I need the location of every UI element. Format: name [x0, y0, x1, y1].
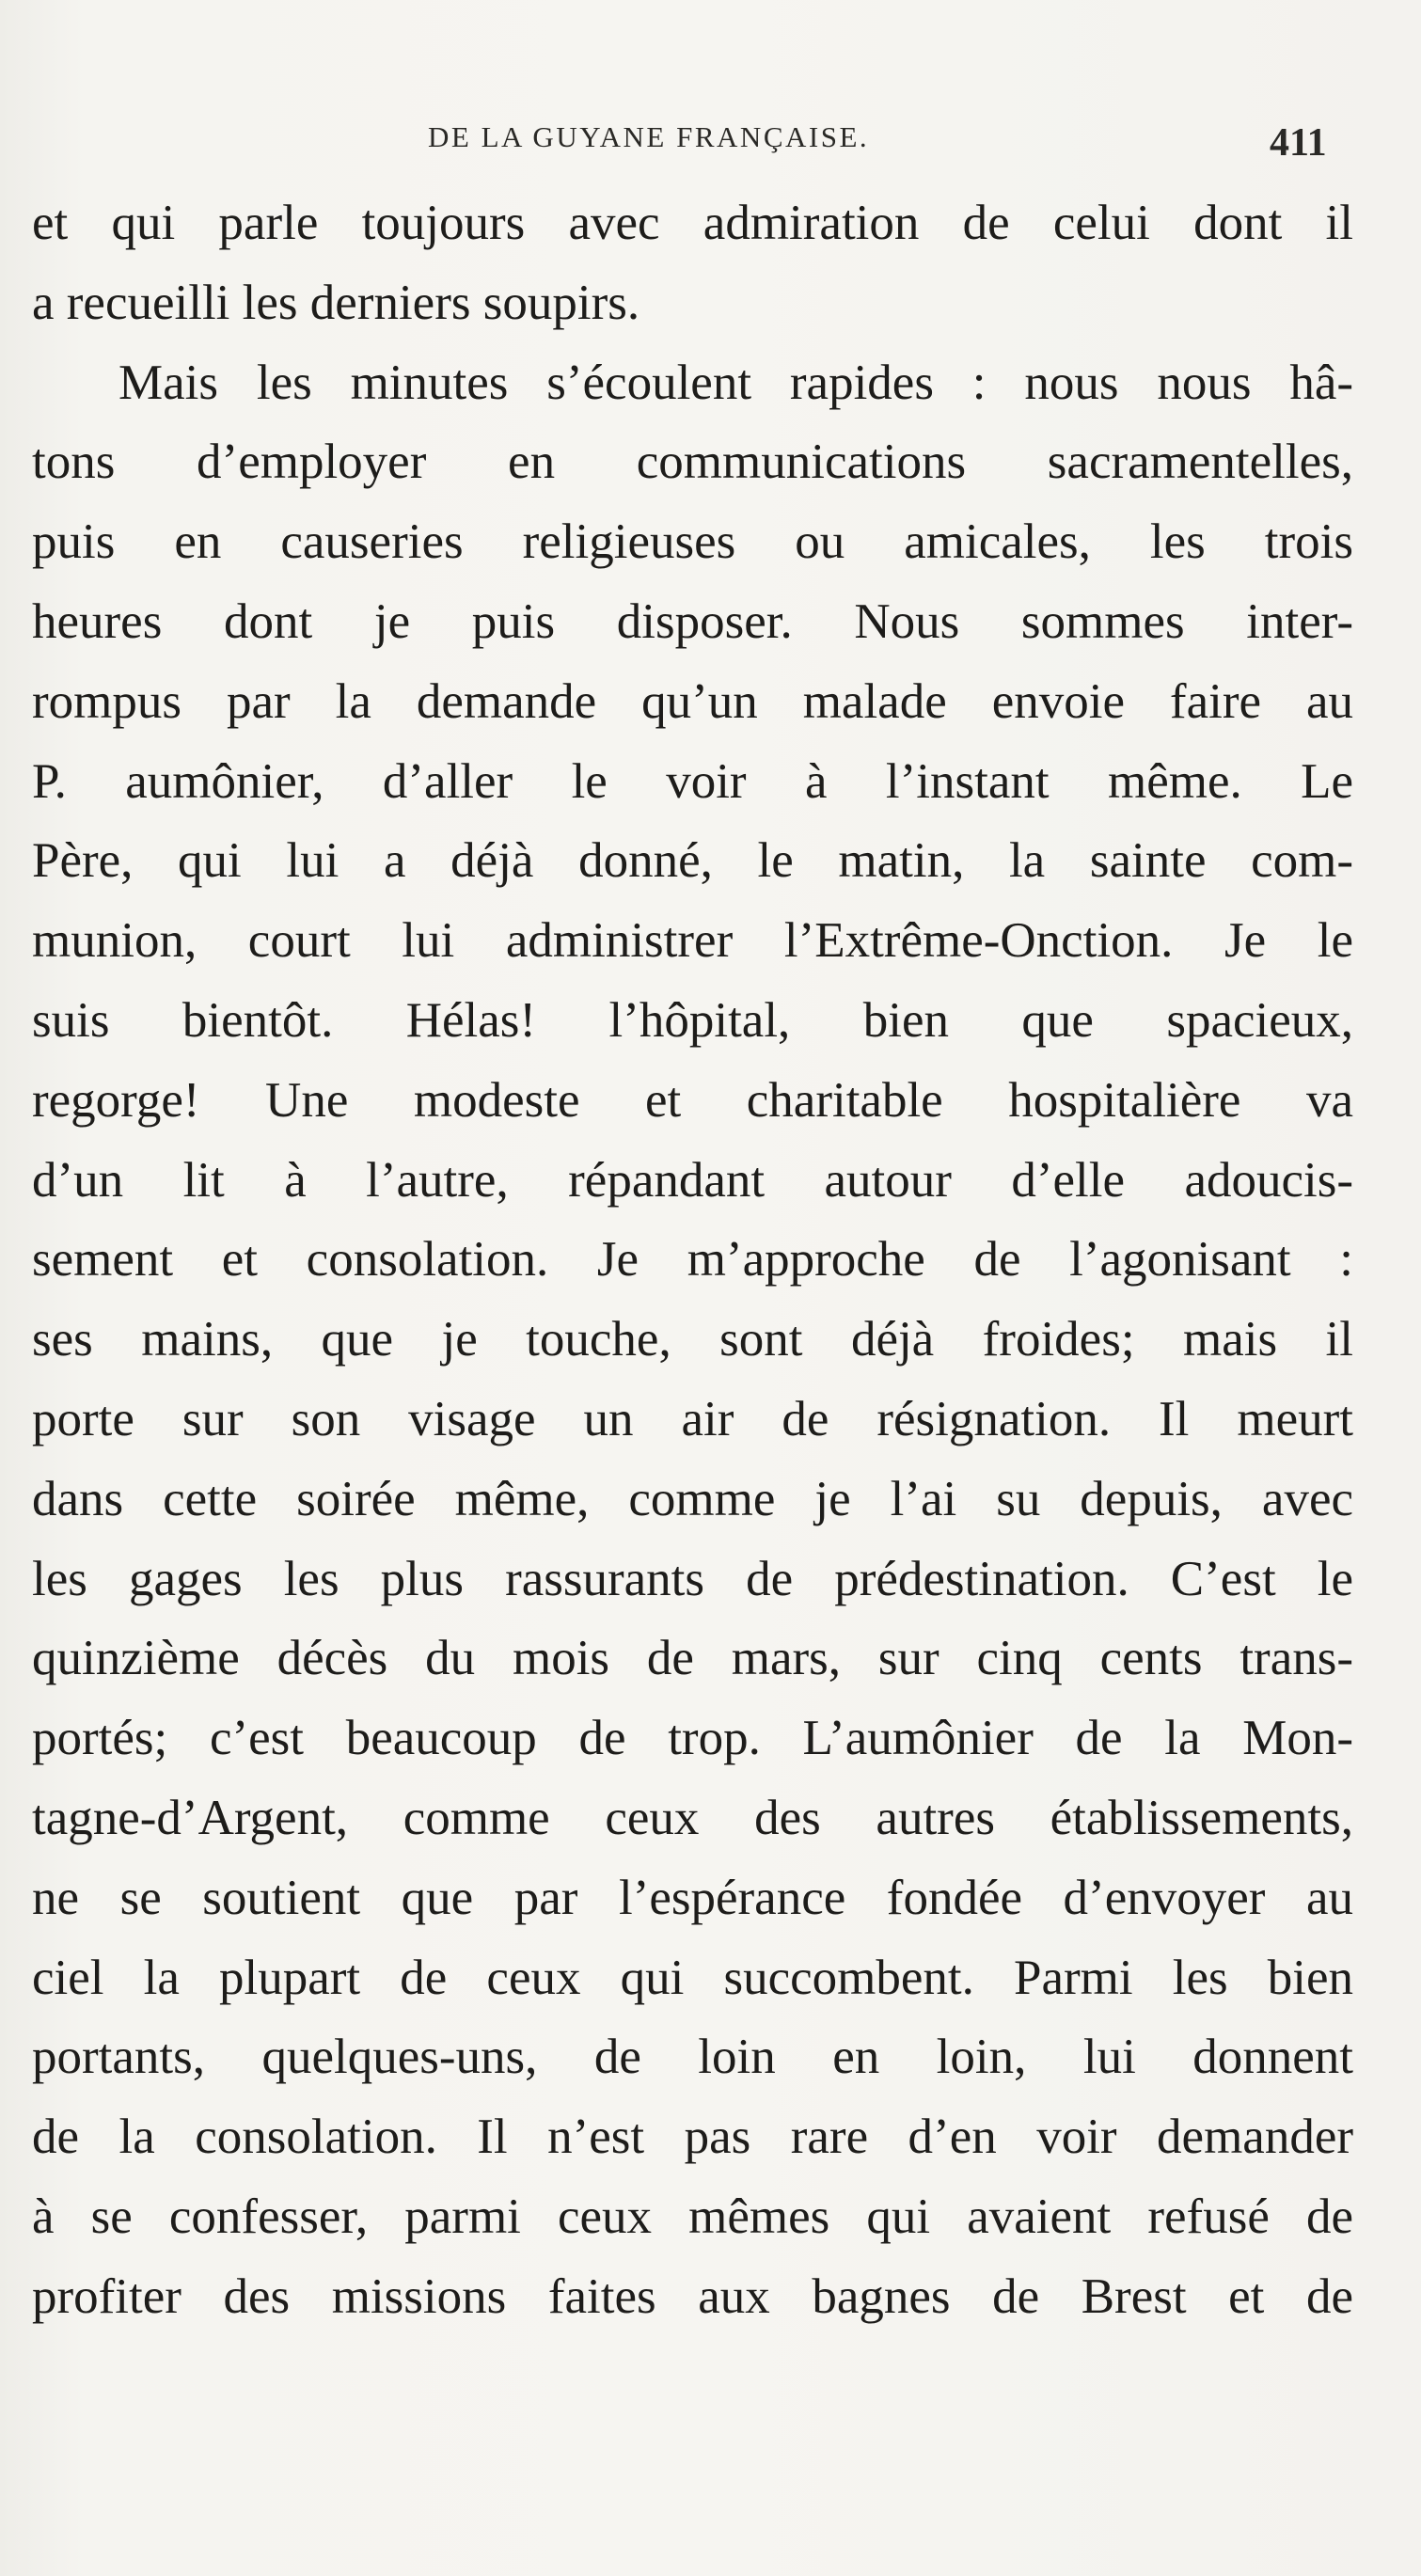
text-line: quinzième décès du mois de mars, sur cinq cents trans- [32, 1631, 1353, 1686]
text-line: porte sur son visage un air de résignation. Il meurt [32, 1391, 1353, 1446]
running-head: DE LA GUYANE FRANÇAISE. [428, 120, 870, 153]
text-line: tagne-d’Argent, comme ceux des autres établissements, [32, 1790, 1353, 1845]
text-line: ciel la plupart de ceux qui succombent. Parmi les bien [32, 1950, 1353, 2005]
text-line: profiter des missions faites aux bagnes de Brest et de [32, 2268, 1353, 2324]
text-line: les gages les plus rassurants de prédestination. C’est le [32, 1551, 1353, 1606]
text-line: Père, qui lui a déjà donné, le matin, la sainte com- [32, 833, 1353, 889]
body-text [32, 183, 1353, 2337]
text-line: suis bientôt. Hélas! l’hôpital, bien que spacieux, [32, 992, 1353, 1048]
text-line: rompus par la demande qu’un malade envoie faire au [32, 673, 1353, 729]
text-line: ses mains, que je touche, sont déjà froides; mais il [32, 1312, 1353, 1367]
text-line: portés; c’est beaucoup de trop. L’aumônier de la Mon- [32, 1711, 1353, 1766]
text-line: d’un lit à l’autre, répandant autour d’elle adoucis- [32, 1152, 1353, 1208]
text-line: P. aumônier, d’aller le voir à l’instant même. Le [32, 753, 1353, 809]
text-line: a recueilli les derniers soupirs. [32, 275, 640, 330]
text-line: dans cette soirée même, comme je l’ai su depuis, avec [32, 1471, 1353, 1526]
text-line: puis en causeries religieuses ou amicales, les trois [32, 514, 1353, 570]
text-line: ne se soutient que par l’espérance fondée d’envoyer au [32, 1870, 1353, 1925]
text-line: tons d’employer en communications sacramentelles, [32, 435, 1353, 490]
text-line: heures dont je puis disposer. Nous sommes inter- [32, 593, 1353, 649]
text-line: Mais les minutes s’écoulent rapides : nous nous hâ- [118, 355, 1353, 410]
text-line: regorge! Une modeste et charitable hospitalière va [32, 1072, 1353, 1128]
text-line: portants, quelques-uns, de loin en loin, lui donnent [32, 2030, 1353, 2085]
text-line: et qui parle toujours avec admiration de celui dont il [32, 196, 1353, 250]
page-number: 411 [1270, 121, 1327, 165]
text-line: de la consolation. Il n’est pas rare d’en voir demander [32, 2110, 1353, 2165]
text-line: munion, court lui administrer l’Extrême-Onction. Je le [32, 913, 1353, 969]
text-line: sement et consolation. Je m’approche de l’agonisant : [32, 1232, 1353, 1288]
text-line: à se confesser, parmi ceux mêmes qui avaient refusé de [32, 2189, 1353, 2244]
